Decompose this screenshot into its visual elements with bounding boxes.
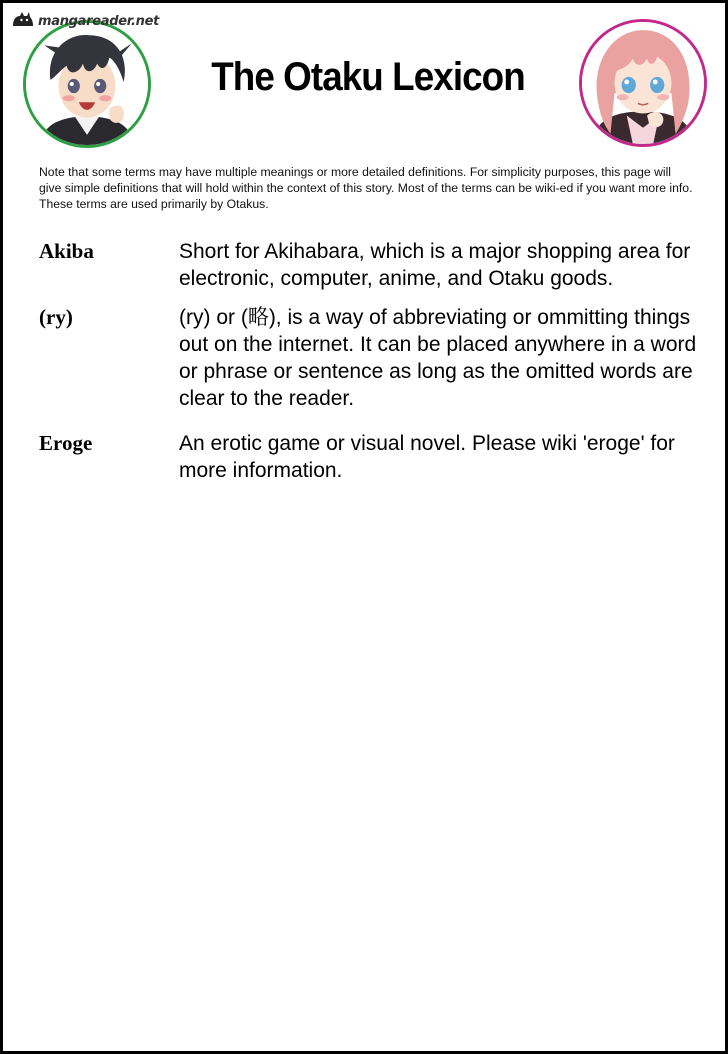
dark-haired-boy-avatar-icon	[26, 23, 148, 145]
glossary-entry-eroge	[39, 430, 719, 484]
intro-note: Note that some terms may have multiple meanings or more detailed definitions. For simplicity purposes, this page will give simple definitions that will hold within the context of this story. Most of the terms can be wiki-ed if you want more info. These terms are used primarily by Otakus.	[39, 165, 693, 211]
page-title: The Otaku Lexicon	[211, 55, 525, 99]
boy-avatar	[23, 20, 151, 148]
pink-haired-girl-avatar-icon	[582, 22, 704, 144]
cat-icon	[11, 10, 35, 33]
entry-definition: Short for Akihabara, which is a major shopping area for electronic, computer, anime, and Otaku goods.	[179, 240, 691, 290]
girl-avatar	[579, 19, 707, 147]
watermark-text: mangareader.net	[38, 13, 160, 29]
glossary-entry-ry	[39, 304, 719, 412]
entry-term: (ry)	[39, 305, 73, 329]
watermark	[11, 11, 159, 31]
glossary-list	[39, 238, 719, 484]
entry-term: Akiba	[39, 239, 94, 263]
entry-term: Eroge	[39, 431, 93, 455]
entry-definition: (ry) or (略), is a way of abbreviating or ommitting things out on the internet. It can be placed anywhere in a word or phrase or sentence as long as the omitted words are clear to the reader.	[179, 306, 697, 410]
glossary-entry-akiba	[39, 238, 719, 292]
entry-definition: An erotic game or visual novel. Please wiki 'eroge' for more information.	[179, 432, 675, 482]
